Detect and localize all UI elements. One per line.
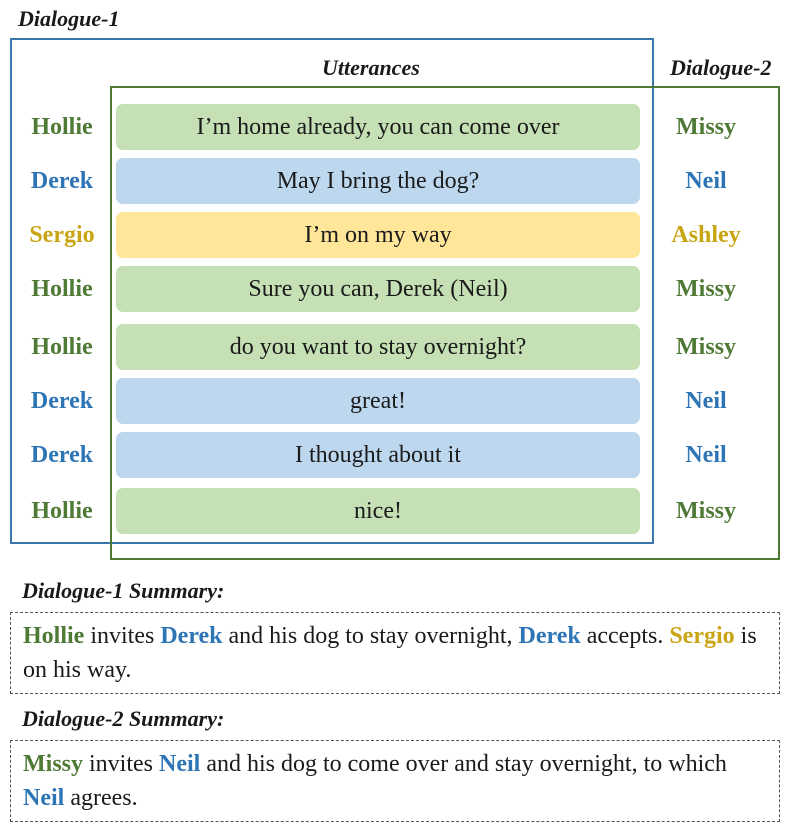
- summary-1-title: Dialogue-1 Summary:: [22, 578, 225, 603]
- summary-2-text: invites: [83, 751, 159, 777]
- utterance-bubble: nice!: [116, 488, 640, 534]
- speaker-dialogue-2: Missy: [676, 497, 736, 524]
- speaker-dialogue-2: Neil: [685, 387, 727, 414]
- speaker-dialogue-1: Hollie: [31, 333, 93, 360]
- summary-1-box: [10, 612, 780, 694]
- summary-1-text: accepts.: [580, 623, 670, 649]
- utterance-bubble: May I bring the dog?: [116, 158, 640, 204]
- summary-2-title: Dialogue-2 Summary:: [22, 706, 225, 731]
- summary-1-name-sergio: Sergio: [669, 623, 735, 649]
- summary-2-name-neil: Neil: [159, 751, 201, 777]
- utterance-bubble: I thought about it: [116, 432, 640, 478]
- speaker-dialogue-2: Neil: [685, 441, 727, 468]
- utterance-bubble: Sure you can, Derek (Neil): [116, 266, 640, 312]
- utterance-bubble: I’m home already, you can come over: [116, 104, 640, 150]
- summary-1-text: is on his way.: [23, 623, 757, 683]
- utterance-bubble: do you want to stay overnight?: [116, 324, 640, 370]
- speaker-dialogue-2: Neil: [685, 167, 727, 194]
- speaker-dialogue-1: Hollie: [31, 275, 93, 302]
- summary-2-name-missy: Missy: [23, 751, 83, 777]
- dialogue-2-title: Dialogue-2: [670, 55, 772, 80]
- utterances-title: Utterances: [322, 55, 420, 80]
- speaker-dialogue-1: Derek: [30, 441, 94, 468]
- speaker-dialogue-2: Ashley: [671, 221, 741, 248]
- summary-2-name-neil-2: Neil: [23, 785, 65, 811]
- utterance-bubble: great!: [116, 378, 640, 424]
- speaker-dialogue-2: Missy: [676, 333, 736, 360]
- speaker-dialogue-1: Hollie: [31, 113, 93, 140]
- speaker-dialogue-2: Missy: [676, 113, 736, 140]
- speaker-dialogue-1: Sergio: [29, 221, 95, 248]
- summary-2-text: and his dog to come over and stay overnight, to which: [200, 751, 727, 777]
- speaker-dialogue-1: Hollie: [31, 497, 93, 524]
- speaker-dialogue-1: Derek: [30, 387, 94, 414]
- summary-1-text: and his dog to stay overnight,: [222, 623, 519, 649]
- summary-1-name-hollie: Hollie: [23, 623, 85, 649]
- summary-2-text: agrees.: [64, 785, 138, 811]
- summary-2-box: [10, 740, 780, 822]
- speaker-dialogue-2: Missy: [676, 275, 736, 302]
- summary-1-text: invites: [84, 623, 161, 649]
- utterance-bubble: I’m on my way: [116, 212, 640, 258]
- dialogue-1-title: Dialogue-1: [18, 6, 120, 31]
- speaker-dialogue-1: Derek: [30, 167, 94, 194]
- summary-1-name-derek: Derek: [160, 623, 223, 649]
- summary-1-name-derek-2: Derek: [518, 623, 581, 649]
